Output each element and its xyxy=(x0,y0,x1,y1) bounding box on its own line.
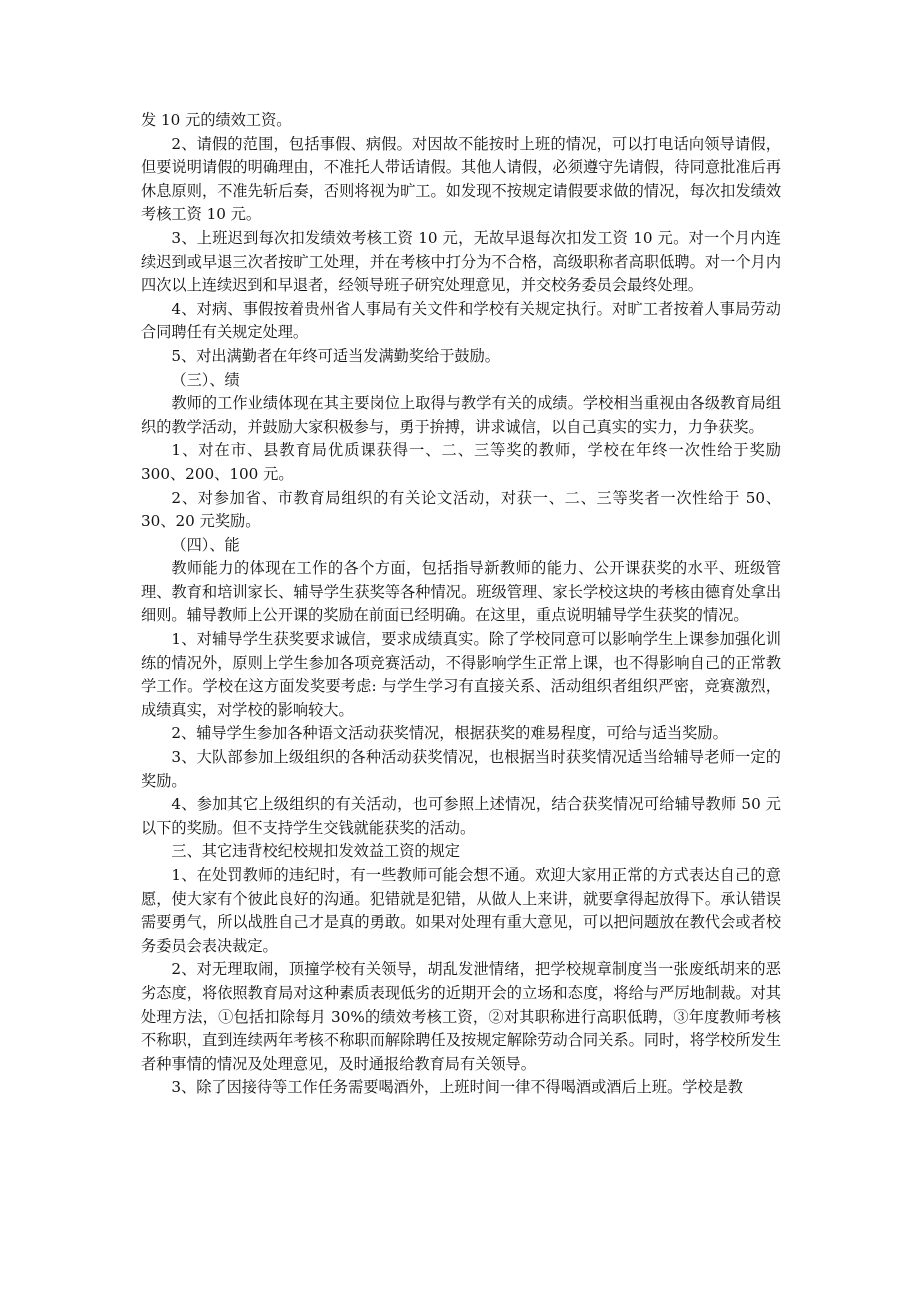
section-heading-other-rules: 三、其它违背校纪校规扣发效益工资的规定 xyxy=(171,842,460,861)
section-heading-performance: （三）、绩 xyxy=(171,370,240,389)
paragraph-unreasonable-behavior: 2、对无理取闹，顶撞学校有关领导，胡乱发泄情绪，把学校规章制度当一张废纸胡来的恶劣态度，将依照教育局对这种素质表现低劣的近期开会的立场和态度，将给与严厉地制裁。对其处理方法，①包括扣除每月 30%的绩效考核工资，②对其职称进行高职低聘，③年度教师考核不称职，直到连续两年考核不称职而解除聘任及按规定解除劳动合同关系。同时，将学校所发生者种事情的情况及处理意见，及时通报给教育局有关领导。 xyxy=(141,960,781,1073)
paragraph-leave-scope: 2、请假的范围，包括事假、病假。对因故不能按时上班的情况，可以打电话向领导请假，但要说明请假的明确理由，不准托人带话请假。其他人请假，必须遵守先请假，待同意批准后再休息原则，不准先斩后奏，否则将视为旷工。如发现不按规定请假要求做的情况，每次扣发绩效考核工资 10 元。 xyxy=(141,134,781,224)
paragraph-sick-leave: 4、对病、事假按着贵州省人事局有关文件和学校有关规定执行。对旷工者按着人事局劳动合同聘任有关规定处理。 xyxy=(141,299,781,342)
section-heading-ability: （四）、能 xyxy=(171,535,240,554)
paragraph-quality-lesson: 1、对在市、县教育局优质课获得一、二、三等奖的教师，学校在年终一次性给于奖励 300、200、100 元。 xyxy=(141,441,781,483)
paragraph-continuation: 发 10 元的绩效工资。 xyxy=(141,111,292,129)
paragraph-drinking: 3、除了因接待等工作任务需要喝酒外，上班时间一律不得喝酒或酒后上班。学校是教 xyxy=(171,1078,743,1097)
paragraph-other-activity: 4、参加其它上级组织的有关活动，也可参照上述情况，结合获奖情况可给辅导教师 50 元以下的奖励。但不支持学生交钱就能获奖的活动。 xyxy=(141,795,781,837)
paragraph-late-early: 3、上班迟到每次扣发绩效考核工资 10 元，无故早退每次扣发工资 10 元。对一个月内连续迟到或早退三次者按旷工处理，并在考核中打分为不合格，高级职称者高职低聘。对一个月内四次以上连续迟到和早退者，经领导班子研究处理意见，并交校务委员会最终处理。 xyxy=(141,228,781,295)
document-body xyxy=(141,109,781,1100)
paragraph-brigade-activity: 3、大队部参加上级组织的各种活动获奖情况，也根据当时获奖情况适当给辅导老师一定的奖励。 xyxy=(141,748,781,790)
paragraph-chinese-activity: 2、辅导学生参加各种语文活动获奖情况，根据获奖的难易程度，可给与适当奖励。 xyxy=(171,724,728,743)
paragraph-ability-intro: 教师能力的体现在工作的各个方面，包括指导新教师的能力、公开课获奖的水平、班级管理、教育和培训家长、辅导学生获奖等各种情况。班级管理、家长学校这块的考核由德育处拿出细则。辅导教师上公开课的奖励在前面已经明确。在这里，重点说明辅导学生获奖的情况。 xyxy=(141,559,781,625)
paragraph-student-award-integrity: 1、对辅导学生获奖要求诚信，要求成绩真实。除了学校同意可以影响学生上课参加强化训练的情况外，原则上学生参加各项竞赛活动，不得影响学生正常上课，也不得影响自己的正常教学工作。学校在这方面发奖要考虑: 与学生学习有直接关系、活动组织者组织严密，竞赛激烈，成绩真实，对学校的影响较大。 xyxy=(141,630,781,719)
paragraph-full-attendance: 5、对出满勤者在年终可适当发满勤奖给于鼓励。 xyxy=(171,346,500,365)
paragraph-performance-intro: 教师的工作业绩体现在其主要岗位上取得与教学有关的成绩。学校相当重视由各级教育局组织的教学活动，并鼓励大家积极参与，勇于拚搏，讲求诚信，以自己真实的实力，力争获奖。 xyxy=(141,394,781,436)
paragraph-discipline-communication: 1、在处罚教师的违纪时，有一些教师可能会想不通。欢迎大家用正常的方式表达自己的意愿，使大家有个彼此良好的沟通。犯错就是犯错，从做人上来讲，就要拿得起放得下。承认错误需要勇气，所以战胜自己才是真的勇敢。如果对处理有重大意见，可以把问题放在教代会或者校务委员会表决裁定。 xyxy=(141,866,781,955)
paragraph-paper-award: 2、对参加省、市教育局组织的有关论文活动，对获一、二、三等奖者一次性给于 50、30、20 元奖励。 xyxy=(141,488,781,531)
